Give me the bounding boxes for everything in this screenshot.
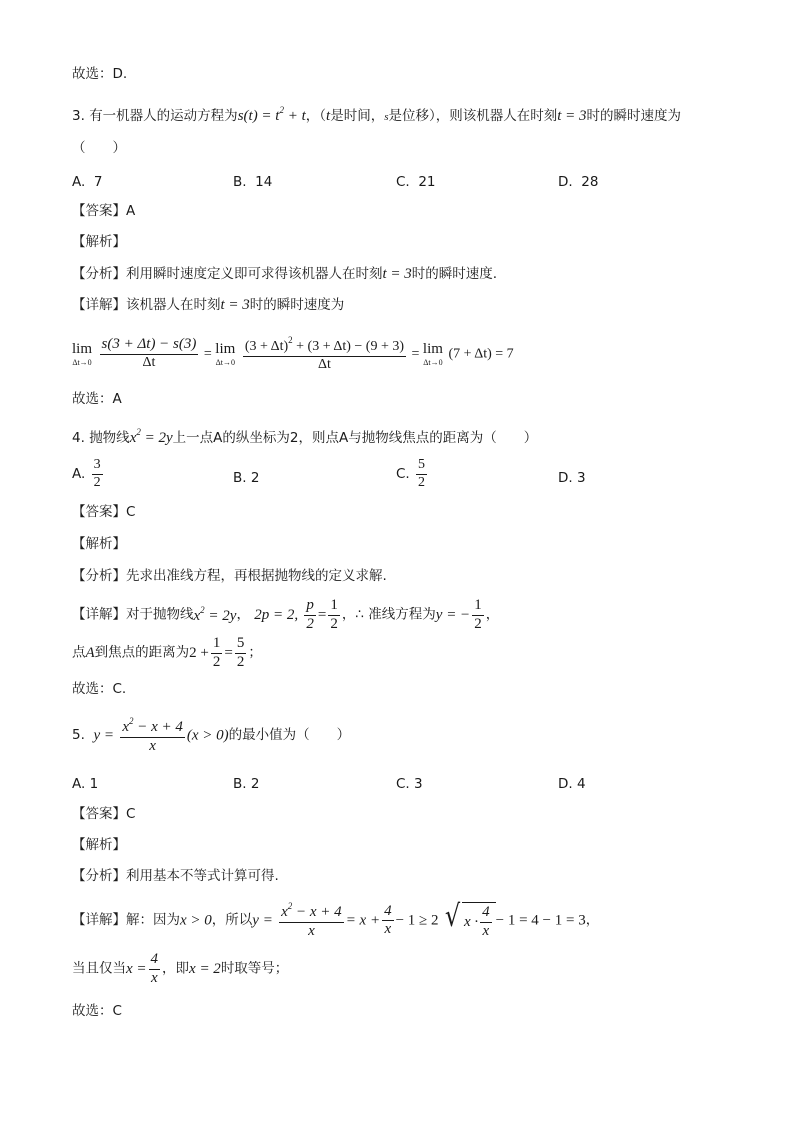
- q5-stem: 5. y = $\frac{x^2 - x + 4}{x}$ (x > 0)的最小值为（ ）: [72, 716, 351, 754]
- q4-option-c: C. $\frac{5}{2}$: [396, 457, 426, 490]
- q4-jiexi-tag: 【解析】: [72, 536, 126, 552]
- q3-option-d: D. 28: [558, 174, 599, 190]
- q4-parabola-eq: $x^2 = 2y$: [129, 427, 173, 446]
- q3-answer: 【答案】A: [72, 203, 136, 219]
- q3-detail-intro: 【详解】该机器人在时刻t = 3时的瞬时速度为: [72, 297, 345, 313]
- q3-final: 故选：A: [72, 391, 122, 407]
- q3-stem-c: 是时间，: [330, 108, 385, 124]
- q5-detail-line1: 【详解】解：因为x > 0，所以y = $\frac{x^2 - x + 4}{x}$ = x + $\frac{4}{x}$ − 1 ≥ 2 √ x · $\frac{4}{x}$ − 1 = 4 − 1 = 3，: [72, 899, 600, 939]
- q5-answer: 【答案】C: [72, 806, 136, 822]
- q3-time-value: t = 3: [557, 108, 587, 124]
- q4-detail-line1: 【详解】对于抛物线$x^2 = 2y$， 2p = 2, $\frac{p}{2}$ = $\frac{1}{2}$ ，∴ 准线方程为y = − $\frac{1}{2}$ ，: [72, 597, 500, 632]
- q3-stem-e: 时的瞬时速度为: [586, 108, 682, 124]
- q5-jiexi-tag: 【解析】: [72, 837, 126, 853]
- q4-final: 故选：C.: [72, 681, 127, 697]
- q3-paren: （ ）: [72, 140, 126, 156]
- q4-analysis: 【分析】先求出准线方程，再根据抛物线的定义求解.: [72, 568, 387, 584]
- q3-var-t: t: [326, 108, 331, 124]
- q3-option-a: A. 7: [72, 174, 103, 190]
- q4-option-d: D. 3: [558, 470, 586, 486]
- q3-stem-b: ，（: [305, 108, 327, 124]
- q5-option-b: B. 2: [233, 776, 260, 792]
- lim-3: lim Δt→0: [422, 340, 443, 367]
- q5-option-c: C. 3: [396, 776, 423, 792]
- q3-stem: [72, 106, 681, 124]
- q3-stem-a: 有一机器人的运动方程为: [89, 108, 238, 124]
- q3-stem-d: 是位移），则该机器人在时刻: [388, 108, 558, 124]
- q4-stem: 4. 抛物线$x^2 = 2y$上一点A的纵坐标为2，则点A与抛物线焦点的距离为（ ）: [72, 427, 538, 446]
- q4-answer: 【答案】C: [72, 504, 136, 520]
- q3-option-c: C. 21: [396, 174, 436, 190]
- q5-final: 故选：C: [72, 1003, 122, 1019]
- q5-analysis: 【分析】利用基本不等式计算可得.: [72, 868, 279, 884]
- q4-option-b: B. 2: [233, 470, 260, 486]
- q4-detail-line2: 点A到焦点的距离为2 + $\frac{1}{2}$ = $\frac{5}{2}$ ；: [72, 635, 262, 670]
- q3-jiexi-tag: 【解析】: [72, 234, 126, 250]
- lim-1: lim Δt→0: [72, 340, 93, 367]
- q3-frac-2: $\frac{(3 + \Delta t)^2 + (3 + \Delta t) - (9 + 3)}{\Delta t}$: [244, 335, 405, 372]
- q5-detail-line2: 当且仅当x = $\frac{4}{x}$ ，即x = 2时取等号；: [72, 951, 289, 986]
- q5-option-d: D. 4: [558, 776, 586, 792]
- q3-option-b: B. 14: [233, 174, 273, 190]
- q5-option-a: A. 1: [72, 776, 99, 792]
- q3-analysis: 【分析】利用瞬时速度定义即可求得该机器人在时刻t = 3时的瞬时速度.: [72, 266, 498, 282]
- lim-2: lim Δt→0: [215, 340, 236, 367]
- q3-limit-formula: lim Δt→0 $\frac{s(3 + \Delta t) - s(3)}{\Delta t}$ = lim Δt→0 $\frac{(3 + \Delta t)^2 + (3 + \Delta t) - (9 + 3)}{\Delta t}$ = lim Δt→0 (7 + Δt) = 7: [72, 335, 514, 372]
- q3-motion-equation: $s(t) = t^2 + t$: [237, 105, 306, 124]
- q4-option-a: A. $\frac{3}{2}$: [72, 457, 101, 490]
- q3-number: 3.: [72, 108, 85, 124]
- q3-frac-1: $\frac{s(3 + \Delta t) - s(3)}{\Delta t}$: [101, 336, 197, 371]
- prev-answer-line: 故选：D.: [72, 66, 128, 82]
- q3-var-s: s: [384, 111, 389, 123]
- sqrt-symbol: √ x · $\frac{4}{x}$: [443, 902, 496, 940]
